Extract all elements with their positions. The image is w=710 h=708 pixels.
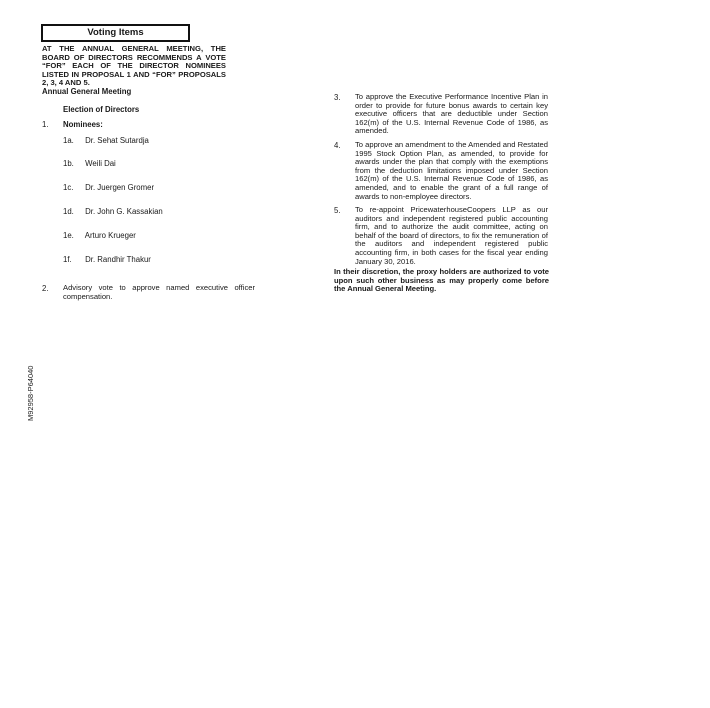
nominee-code: 1a.	[63, 136, 74, 145]
nominees-heading: Nominees:	[63, 120, 103, 129]
nominee-1a	[63, 136, 243, 145]
proposal-3-text: To approve the Executive Performance Incentive Plan in order to provide for future bonus awards to certain key executive officers that are deductible under Section 162(m) of the U.S. Internal Revenue Code of 1986, as amended.	[355, 92, 548, 136]
form-code: M92958-P64040	[26, 365, 35, 421]
nominee-1f	[63, 255, 243, 264]
discretion-note: In their discretion, the proxy holders are authorized to vote upon such other business as may properly come before the Annual General Meeting.	[334, 267, 549, 294]
nominee-1b	[63, 159, 243, 168]
proposal-4-number: 4.	[334, 141, 341, 150]
nominee-1c	[63, 183, 243, 192]
meeting-heading: Annual General Meeting	[42, 87, 132, 96]
nominee-name: Dr. Randhir Thakur	[85, 255, 151, 264]
proposal-4-text: To approve an amendment to the Amended and Restated 1995 Stock Option Plan, as amended, to provide for awards under the plan that comply with the exemptions from the deduction limitations imposed under Section 162(m) of the U.S. Internal Revenue Code of 1986, as amended, and to enable the grant of a full range of awards to non-employee directors.	[355, 140, 548, 201]
nominee-code: 1b.	[63, 159, 74, 168]
proposal-5-number: 5.	[334, 206, 341, 215]
proposal-5-text: To re-appoint PricewaterhouseCoopers LLP as our auditors and independent registered public accounting firm, and to authorize the audit committee, acting on behalf of the board of directors, to fix the remuneration of the auditors and independent registered public accounting firm, in both cases for the fiscal year ending January 30, 2016.	[355, 205, 548, 266]
nominee-1e	[63, 231, 243, 240]
nominee-code: 1e.	[63, 231, 74, 240]
proposal-2-text: Advisory vote to approve named executive officer compensation.	[63, 283, 255, 301]
nominee-name: Dr. John G. Kassakian	[85, 207, 163, 216]
proposal-2-number: 2.	[42, 284, 49, 293]
nominee-code: 1c.	[63, 183, 74, 192]
nominee-code: 1d.	[63, 207, 74, 216]
nominee-name: Arturo Krueger	[84, 231, 136, 240]
nominee-code: 1f.	[63, 255, 72, 264]
nominee-name: Weili Dai	[85, 159, 116, 168]
election-heading: Election of Directors	[63, 105, 140, 114]
nominee-1d	[63, 207, 243, 216]
board-recommendation: AT THE ANNUAL GENERAL MEETING, THE BOARD OF DIRECTORS RECOMMENDS A VOTE “FOR” EACH OF THE DIRECTOR NOMINEES LISTED IN PROPOSAL 1 AND “FOR” PROPOSALS 2, 3, 4 AND 5.	[42, 44, 226, 88]
nominee-name: Dr. Juergen Gromer	[85, 183, 155, 192]
proposal-1-number: 1.	[42, 120, 49, 129]
proposal-3-number: 3.	[334, 93, 341, 102]
nominee-name: Dr. Sehat Sutardja	[85, 136, 149, 145]
voting-items-title: Voting Items	[41, 24, 190, 42]
